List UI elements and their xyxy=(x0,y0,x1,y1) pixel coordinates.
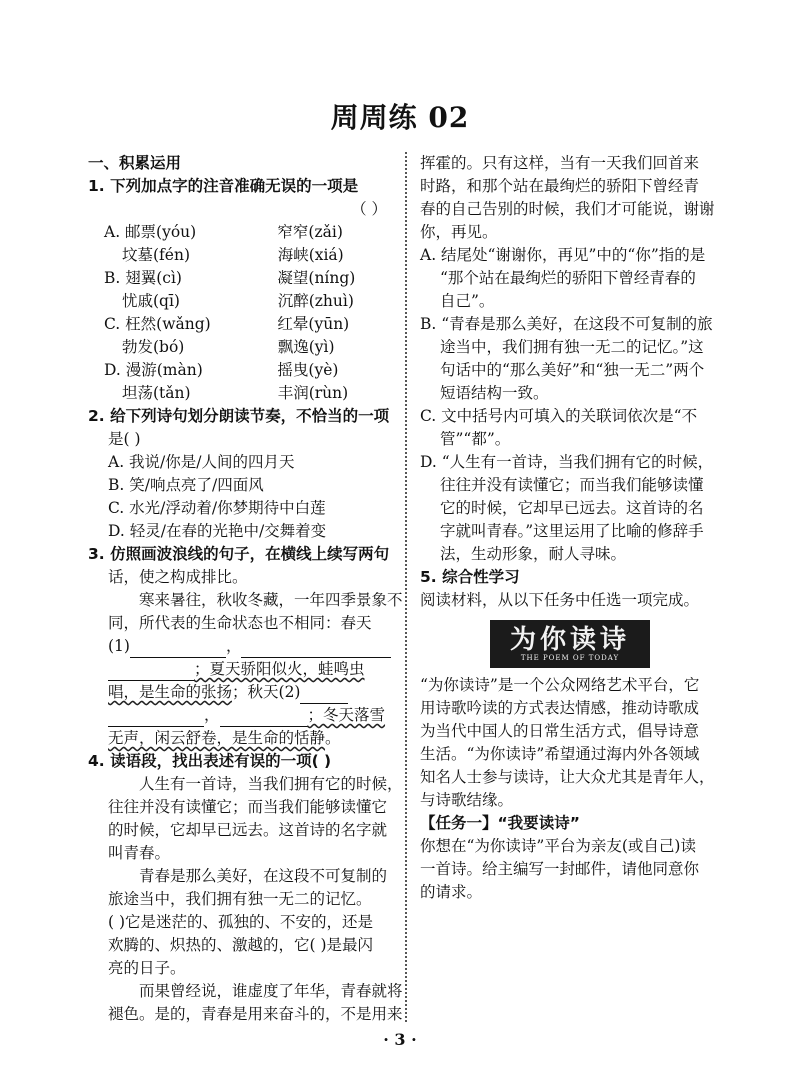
answer-blank-2c[interactable] xyxy=(220,711,308,727)
q1-option-row xyxy=(88,313,393,336)
q4-stem: 4. 读语段，找出表述有误的一项( ) xyxy=(88,752,332,770)
q4-passage-line: 的时候，它却早已远去。这首诗的名字就 xyxy=(108,821,388,839)
q4-option-d: D. “人生有一首诗，当我们拥有它的时候， xyxy=(420,453,714,471)
q3-passage-line xyxy=(88,727,393,750)
poem-platform-logo xyxy=(490,620,650,668)
q4-option-b-cont: 途当中，我们拥有独一无二的记忆。”这 xyxy=(440,338,704,356)
q1-option-left: 坦荡(tǎn) xyxy=(122,384,191,402)
right-column xyxy=(420,152,720,904)
material-line: 知名人士参与读诗，让大众尤其是青年人， xyxy=(420,768,715,786)
wave-sentence: 唱，是生命的张扬 xyxy=(108,683,233,701)
q4-option-a: A. 结尾处“谢谢你，再见”中的“你”指的是 xyxy=(420,246,706,264)
q1-option-row xyxy=(88,290,393,313)
q3-end-punct: 。 xyxy=(325,729,341,747)
q1-answer-paren: （ ） xyxy=(351,200,387,218)
q1-option-left: 忧戚(qī) xyxy=(122,292,180,310)
q4-option-d-cont: 字就叫青春。”这里运用了比喻的修辞手 xyxy=(440,522,704,540)
q1-option-left: D. 漫游(màn) xyxy=(104,361,203,379)
answer-blank-1a[interactable] xyxy=(130,642,226,658)
q4-option-a-cont: “那个站在最绚烂的骄阳下曾经青春的 xyxy=(440,269,696,287)
q2-option: A. 我说/你是/人间的四月天 xyxy=(108,453,295,471)
q4-option-c-cont: 管”“都”。 xyxy=(440,430,511,448)
q4-passage-line: 叫青春。 xyxy=(108,844,171,862)
material-line: 生活。“为你读诗”希望通过海内外各领域 xyxy=(420,745,700,763)
q3-passage-line: 寒来暑往，秋收冬藏，一年四季景象不 xyxy=(139,591,403,609)
q1-options xyxy=(88,221,393,405)
q4-passage-cont: 春的自己告别的时候，我们才可能说，谢谢 xyxy=(420,200,715,218)
q1-stem xyxy=(88,175,393,198)
wave-sentence: 无声，闲云舒卷，是生命的恬静 xyxy=(108,729,326,747)
q1-option-left: B. 翅翼(cì) xyxy=(104,269,182,287)
q4-passage-cont: 时路，和那个站在最绚烂的骄阳下曾经青 xyxy=(420,177,700,195)
q2-stem: 2. 给下列诗句划分朗读节奏，不恰当的一项 xyxy=(88,407,390,425)
page-number: · 3 · xyxy=(383,1030,417,1049)
task1-line: 你想在“为你读诗”平台为亲友(或自己)读 xyxy=(420,837,696,855)
q4-option-b: B. “青春是那么美好，在这段不可复制的旅 xyxy=(420,315,713,333)
q3-stem: 3. 仿照画波浪线的句子，在横线上续写两句 xyxy=(88,545,390,563)
q1-option-right: 凝望(níng) xyxy=(277,269,356,287)
q1-option-row xyxy=(88,221,393,244)
q2-option: C. 水光/浮动着/你梦期待中白莲 xyxy=(108,499,326,517)
q4-option-b-cont: 短语结构一致。 xyxy=(440,384,549,402)
q4-passage-line: 往往并没有读懂它；而当我们能够读懂它 xyxy=(108,798,388,816)
material-line: 用诗歌吟读的方式表达情感，推动诗歌成 xyxy=(420,699,700,717)
q1-option-right: 沉醉(zhuì) xyxy=(277,292,354,310)
q1-stem-text: 1. 下列加点字的注音准确无误的一项是 xyxy=(88,177,359,195)
q3-passage-line: 同，所代表的生命状态也不相同：春天 xyxy=(108,614,372,632)
column-divider xyxy=(405,152,407,1022)
q4-passage-line: 旅途当中，我们拥有独一无二的记忆。 xyxy=(108,890,372,908)
q4-passage-cont: 挥霍的。只有这样，当有一天我们回首来 xyxy=(420,154,700,172)
answer-blank-2a[interactable] xyxy=(300,688,348,704)
q4-option-c: C. 文中括号内可填入的关联词依次是“不 xyxy=(420,407,698,425)
q1-option-right: 红晕(yūn) xyxy=(277,315,350,333)
q4-passage-line: 人生有一首诗，当我们拥有它的时候， xyxy=(139,775,403,793)
q4-option-d-cont: 它的时候，它却早已远去。这首诗的名 xyxy=(440,499,704,517)
q4-passage-cont: 你，再见。 xyxy=(420,223,498,241)
q1-option-row xyxy=(88,382,393,405)
q3-blank-line: ， ；冬天落雪 xyxy=(88,704,393,727)
q1-option-left: 勃发(bó) xyxy=(122,338,185,356)
q4-passage-line: 而果曾经说，谁虚度了年华，青春就将 xyxy=(139,982,403,1000)
q4-passage-line: 青春是那么美好，在这段不可复制的 xyxy=(139,867,388,885)
q4-passage-line: 亮的日子。 xyxy=(108,959,186,977)
answer-blank-1b[interactable] xyxy=(241,642,391,658)
material-line: “为你读诗”是一个公众网络艺术平台，它 xyxy=(420,676,700,694)
page-title: 周周练 02 xyxy=(330,101,470,134)
q1-option-row xyxy=(88,359,393,382)
answer-blank-1c[interactable] xyxy=(108,665,194,681)
q1-option-right: 丰润(rùn) xyxy=(277,384,349,402)
q2-stem-cont: 是( ) xyxy=(108,430,141,448)
q4-option-a-cont: 自己”。 xyxy=(440,292,495,310)
q1-option-right: 海峡(xiá) xyxy=(277,246,344,264)
wave-sentence: ；冬天落雪 xyxy=(307,706,386,724)
q4-passage xyxy=(88,773,403,1026)
wave-sentence: ；夏天骄阳似火，蛙鸣虫 xyxy=(194,660,365,678)
q3-stem-cont: 话，使之构成排比。 xyxy=(108,568,248,586)
q1-option-left: A. 邮票(yóu) xyxy=(104,223,197,241)
q1-option-row xyxy=(88,244,393,267)
material-line: 为当代中国人的日常生活方式，倡导诗意 xyxy=(420,722,700,740)
q3-blank-number: ；秋天(2) xyxy=(232,683,301,701)
q1-option-right: 飘逸(yì) xyxy=(277,338,335,356)
material-line: 与诗歌结缘。 xyxy=(420,791,514,809)
answer-blank-2b[interactable] xyxy=(108,711,204,727)
q4-option-b-cont: 句话中的“那么美好”和“独一无二”两个 xyxy=(440,361,705,379)
section-heading: 一、积累运用 xyxy=(88,154,182,172)
q4-option-d-cont: 法，生动形象，耐人寻味。 xyxy=(440,545,627,563)
q3-passage-line xyxy=(88,681,393,704)
q4-passage-line: ( )它是迷茫的、孤独的、不安的，还是 xyxy=(108,913,374,931)
q1-option-row xyxy=(88,267,393,290)
q2-option: B. 笑/响点亮了/四面风 xyxy=(108,476,264,494)
q4-passage-line: 欢腾的、炽热的、激越的，它( )是最闪 xyxy=(108,936,374,954)
q1-option-right: 窄窄(zǎi) xyxy=(277,223,343,241)
left-column xyxy=(88,152,403,1026)
task1-line: 一首诗。给主编写一封邮件，请他同意你 xyxy=(420,860,700,878)
task1-title: 【任务一】“我要读诗” xyxy=(420,814,580,832)
q5-title: 5. 综合性学习 xyxy=(420,568,520,586)
task1-line: 的请求。 xyxy=(420,883,483,901)
q1-option-left: 坟墓(fén) xyxy=(122,246,190,264)
q1-option-row xyxy=(88,336,393,359)
q3-blank-line xyxy=(88,658,393,681)
q1-option-left: C. 枉然(wǎng) xyxy=(104,315,211,333)
q5-intro: 阅读材料，从以下任务中任选一项完成。 xyxy=(420,591,700,609)
q3-blank-number: (1) xyxy=(108,637,130,655)
q2-option: D. 轻灵/在春的光艳中/交舞着变 xyxy=(108,522,327,540)
logo-subtitle: THE POEM OF TODAY xyxy=(520,654,620,662)
logo-text: 为你读诗 xyxy=(509,625,630,655)
q4-option-d-cont: 往往并没有读懂它；而当我们能够读懂 xyxy=(440,476,704,494)
q1-option-right: 摇曳(yè) xyxy=(277,361,339,379)
q4-passage-line: 褪色。是的，青春是用来奋斗的，不是用来 xyxy=(108,1005,403,1023)
q3-blank-line: (1) ， xyxy=(88,635,393,658)
